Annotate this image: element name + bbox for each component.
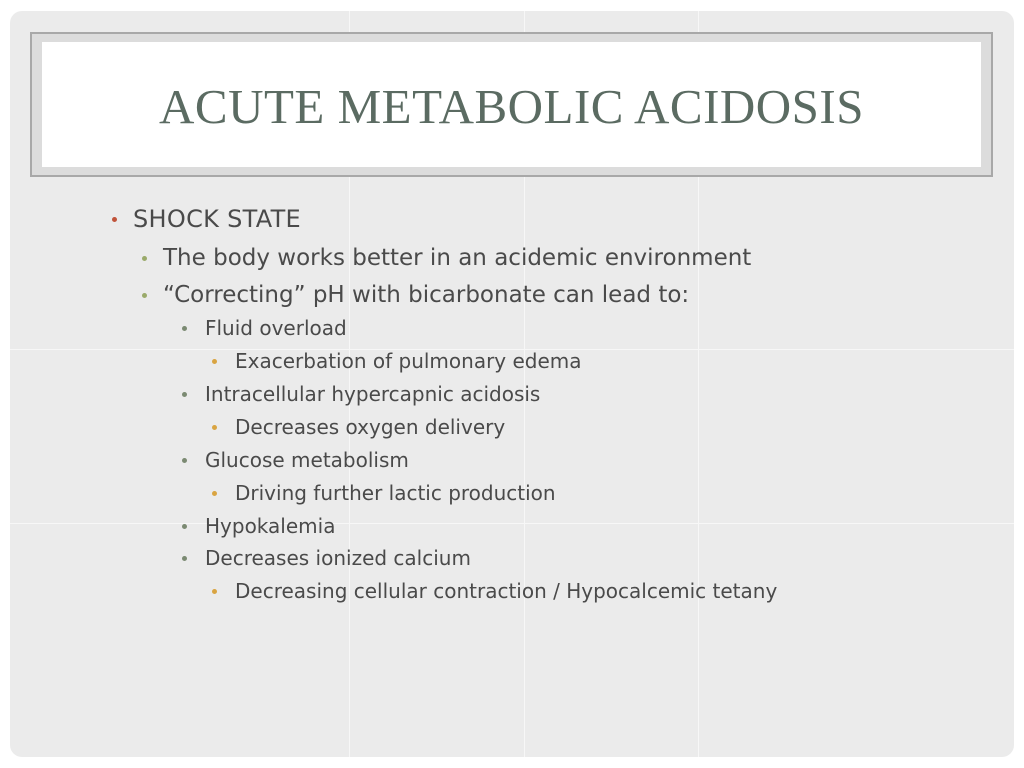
bullet-text: SHOCK STATE xyxy=(133,205,302,233)
bullet-item-level-3 xyxy=(205,546,471,570)
bullet-item-level-3 xyxy=(205,448,409,472)
slide xyxy=(10,11,1014,757)
bullet-text: “Correcting” pH with bicarbonate can lead to: xyxy=(163,282,690,308)
bullet-text: Decreases ionized calcium xyxy=(205,546,471,570)
bullet-item-level-4 xyxy=(235,349,582,373)
bullet-item-level-3 xyxy=(205,382,540,406)
bullet-dot-icon xyxy=(112,217,117,222)
bullet-dot-icon xyxy=(212,359,217,364)
bullet-text: Fluid overload xyxy=(205,316,347,340)
bullet-text: Exacerbation of pulmonary edema xyxy=(235,349,582,373)
bullet-text: Hypokalemia xyxy=(205,514,336,538)
bullet-text: Glucose metabolism xyxy=(205,448,409,472)
bullet-item-level-4 xyxy=(235,415,505,439)
bullet-dot-icon xyxy=(142,256,147,261)
bullet-dot-icon xyxy=(212,589,217,594)
bullet-dot-icon xyxy=(182,326,187,331)
bullet-item-level-2 xyxy=(163,281,689,309)
bullet-text: Driving further lactic production xyxy=(235,481,556,505)
bullet-item-level-3 xyxy=(205,514,335,538)
bullet-item-level-1 xyxy=(133,204,301,234)
bullet-dot-icon xyxy=(182,556,187,561)
bullet-text: The body works better in an acidemic environment xyxy=(163,245,752,271)
bullet-text: Intracellular hypercapnic acidosis xyxy=(205,382,541,406)
bullet-text: Decreasing cellular contraction / Hypocalcemic tetany xyxy=(235,579,778,603)
bullet-dot-icon xyxy=(212,491,217,496)
bullet-item-level-2 xyxy=(163,244,751,272)
bullet-list xyxy=(10,11,1014,757)
bullet-dot-icon xyxy=(182,458,187,463)
bullet-dot-icon xyxy=(212,425,217,430)
bullet-item-level-4 xyxy=(235,579,777,603)
bullet-item-level-3 xyxy=(205,316,347,340)
bullet-dot-icon xyxy=(182,524,187,529)
bullet-text: Decreases oxygen delivery xyxy=(235,415,506,439)
slide-title: ACUTE METABOLIC ACIDOSIS xyxy=(159,79,864,134)
bullet-dot-icon xyxy=(182,392,187,397)
bullet-item-level-4 xyxy=(235,481,556,505)
bullet-dot-icon xyxy=(142,293,147,298)
